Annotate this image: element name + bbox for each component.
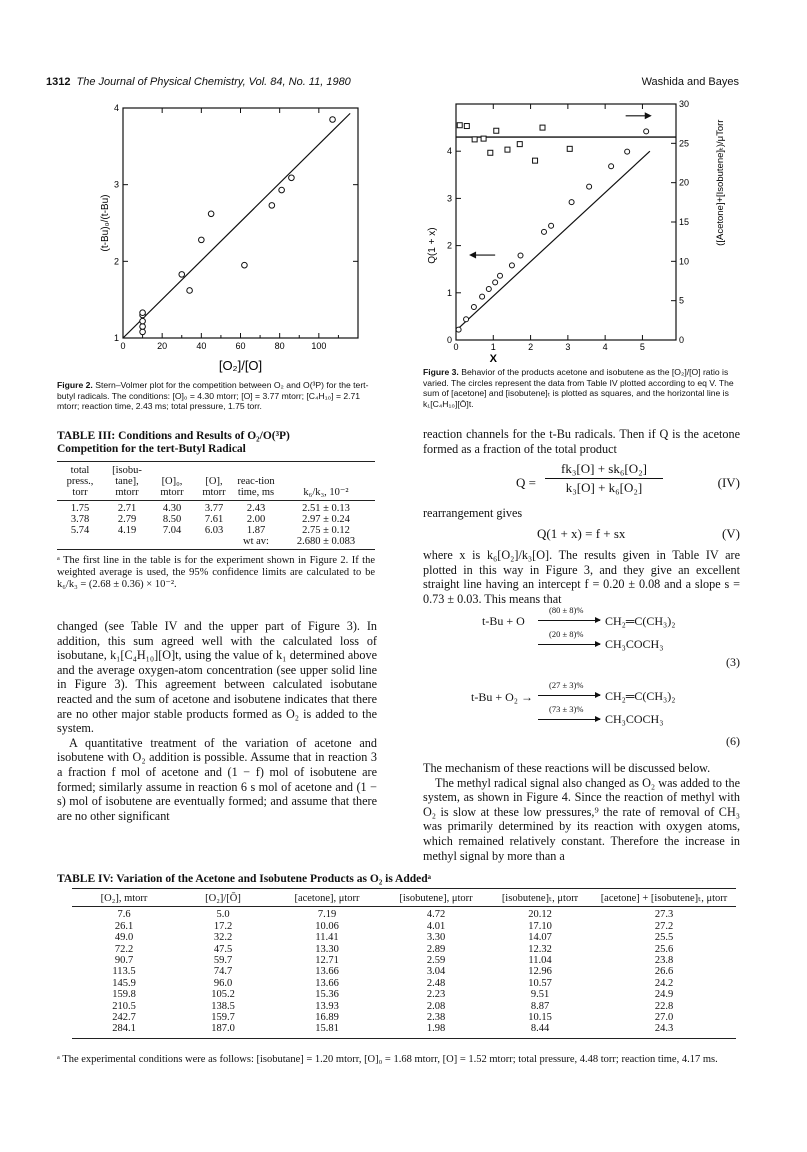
table-4-cell: 26.6 (654, 966, 674, 978)
equation-iv-fraction (545, 461, 663, 496)
fit-line (123, 113, 350, 338)
table-4-row (72, 907, 736, 921)
x-tick-label: 4 (602, 342, 608, 352)
table-4-row (72, 978, 736, 989)
table-3-header: total press., torr (57, 462, 103, 501)
x-tick-label: 2 (528, 342, 534, 352)
table-4-cell: 10.57 (528, 977, 552, 989)
data-point-circle (493, 280, 498, 285)
table-4-cell: 9.51 (530, 989, 550, 1001)
y-axis-label: Q(1 + x) (427, 227, 438, 264)
data-point-square (567, 146, 572, 151)
table-4-cell: 284.1 (72, 1023, 176, 1038)
equation-iv-numerator: fk₃[O] + sk₆[O₂] (545, 461, 663, 479)
journal-title: The Journal of Physical Chemistry, Vol. 84, No. 11, 1980 (76, 76, 351, 88)
table-4-cell: 25.5 (654, 932, 674, 944)
table-4-cell: 4.01 (426, 920, 446, 932)
x-tick-label: 20 (157, 341, 168, 351)
table-4-cell: 113.5 (112, 966, 136, 978)
y-tick-label: 1 (446, 287, 452, 298)
data-point-square (517, 142, 522, 147)
table-4-cell: 13.66 (315, 977, 339, 989)
equation-iv (423, 461, 740, 503)
figure-2-label: Figure 2. (57, 380, 93, 390)
table-4-cell: 90.7 (114, 955, 134, 967)
table-3-cell: 8.50 (162, 514, 182, 525)
paragraph: The mechanism of these reactions will be discussed below. (423, 761, 711, 775)
paragraph: changed (see Table IV and the upper part of Figure 3). In addition, this sum agreed well with the calculated loss of isobutane, k₁[C₄H₁₀][O]t, using the value of k₁ determined above and the average oxygen-atom concentration (see upper solid line in Figure 3). This agreement between calculated isobutane reacted and the sum of acetone and isobutene indicates that there are no other major stable products formed as O₂ is added to the system. (57, 619, 377, 736)
data-point-square (488, 150, 493, 155)
table-4-cell: 27.3 (654, 909, 674, 921)
table-4-row (72, 1001, 736, 1012)
table-4-cell: 13.66 (315, 966, 339, 978)
table-4-cell: 5.0 (216, 909, 230, 921)
equation-v-body: Q(1 + x) = f + sx (537, 526, 626, 541)
y2-axis-label: ([Acetone]+[Isobutene]ₜ)/μTorr (715, 119, 726, 246)
y-tick-label: 4 (446, 146, 452, 157)
table-4-cell: 1.98 (384, 1023, 488, 1038)
table-4-cell: 27.0 (654, 1012, 674, 1024)
table-3-cell: 1.75 (70, 503, 90, 514)
y-tick-label: 2 (113, 256, 119, 267)
table-3-weighted-average-row (57, 536, 375, 550)
reaction-arrow (538, 719, 600, 720)
y2-tick-label: 20 (679, 177, 690, 188)
table-4-cell: 96.0 (213, 977, 233, 989)
data-point (269, 203, 275, 209)
reaction-6-top-product: CH₂═C(CH₃)₂ (605, 689, 676, 703)
table-4-cell: 72.2 (114, 943, 134, 955)
table-3-cell: 7.61 (204, 514, 224, 525)
table-4-cell: 26.1 (114, 920, 134, 932)
equation-v (423, 526, 740, 544)
table-4-header: [isobutene], μtorr (384, 889, 488, 907)
table-3-cell: 4.30 (162, 503, 182, 514)
figure-3-caption-text: Behavior of the products acetone and isobutene as the [O₂]/[O] ratio is varied. The circles represent the data from Table IV plotted according to eq V. The sum of [acetone] and [isobutene]ₜ is plotted as squares, and the horizontal line is k₁[C₄H₁₀][Ō]t. (423, 367, 734, 409)
fit-line (456, 151, 650, 330)
table-4-cell: 2.59 (426, 955, 446, 967)
figure-3-plot (427, 98, 730, 368)
x-tick-label: 0 (120, 341, 126, 351)
table-3-cell: 7.04 (162, 525, 182, 536)
data-point-circle (569, 200, 574, 205)
table-4-header: [O₂]/[Ō] (176, 889, 270, 907)
table-4-row (72, 989, 736, 1000)
paragraph: The methyl radical signal also changed as O₂ was added to the system, as shown in Figure 4. Since the reaction of methyl with O₂ is slow at these low pressures,⁹ the rate of removal of CH₃ was primarily determined by its reaction with oxygen atoms, which remained relatively constant. Therefore the increase in methyl signal by more than a (423, 775, 740, 863)
x-axis-label: [O₂]/[O] (218, 358, 263, 373)
figure-3-label: Figure 3. (423, 367, 459, 377)
left-axis-arrowhead (469, 252, 476, 259)
plot-frame (456, 104, 676, 340)
equation-iv-lhs: Q = (516, 475, 536, 490)
table-3-caption-line-1: TABLE III: Conditions and Results of O₂/O(³P) (57, 430, 290, 442)
reaction-3-number: (3) (726, 655, 740, 669)
table-3-cell: 3.77 (204, 503, 224, 514)
table-3-cell: 2.97 ± 0.24 (302, 514, 350, 525)
data-point-circle (549, 223, 554, 228)
table-4-cell: 12.32 (528, 943, 552, 955)
data-point-circle (486, 287, 491, 292)
table-3-row (57, 525, 375, 536)
data-point (140, 324, 146, 330)
table-4-cell: 12.96 (528, 966, 552, 978)
reaction-arrow (538, 620, 600, 621)
table-3-header: [O], mtorr (193, 462, 235, 501)
x-tick-label: 5 (639, 342, 645, 352)
table-4-cell: 17.10 (528, 920, 552, 932)
table-4-cell: 7.6 (117, 909, 131, 921)
table-3-cell: 2.79 (117, 514, 137, 525)
table-3-cell: 4.19 (117, 525, 137, 536)
y-tick-label: 3 (446, 193, 452, 204)
table-4-cell: 17.2 (213, 920, 233, 932)
data-point (140, 318, 146, 324)
table-4-cell: 3.04 (426, 966, 446, 978)
reaction-arrow (538, 695, 600, 696)
reaction-6-bottom-product: CH₃COCH₃ (605, 712, 664, 726)
x-tick-label: 0 (453, 342, 459, 352)
reaction-6-bottom-percent: (73 ± 3)% (549, 704, 584, 714)
data-point (140, 310, 146, 316)
table-4-row (72, 955, 736, 966)
y-tick-label: 1 (113, 333, 119, 343)
table-4-cell: 8.87 (530, 1000, 550, 1012)
equation-iv-number: (IV) (717, 475, 740, 490)
table-3-empty-cell (57, 536, 103, 550)
table-4-row (72, 1012, 736, 1023)
data-point (279, 187, 285, 193)
data-point-square (457, 123, 462, 128)
table-4-header: [acetone], μtorr (270, 889, 384, 907)
x-axis-label: X (489, 353, 497, 365)
data-point (208, 211, 214, 217)
data-point-circle (480, 294, 485, 299)
table-4-cell: 3.30 (426, 932, 446, 944)
paragraph: where x is k₆[O₂]/k₃[O]. The results given in Table IV are plotted in this way in Figure 3, and they give an excellent straight line having an intercept f = 0.20 ± 0.08 and a slope s = 0.73 ± 0.03. This means that (423, 548, 740, 606)
table-3-cell: 2.43 (246, 503, 266, 514)
table-3-empty-cell (151, 536, 193, 550)
table-4-cell: 2.23 (426, 989, 446, 1001)
data-point-circle (542, 229, 547, 234)
table-4-cell: 159.7 (211, 1012, 235, 1024)
table-4-cell: 159.8 (112, 989, 136, 1001)
reaction-3 (423, 605, 740, 669)
table-3-footnote: ᵃ The first line in the table is for the experiment shown in Figure 2. If the weighted average is used, the 95% confidence limits are calculated to be k₆/k₃ = (2.68 ± 0.36) × 10⁻². (57, 555, 375, 590)
table-4-cell: 105.2 (211, 989, 235, 1001)
table-4-cell: 7.19 (317, 909, 337, 921)
equation-iv-denominator: k₃[O] + k₆[O₂] (565, 480, 643, 495)
table-4-cell: 2.89 (426, 943, 446, 955)
reaction-3-top-product: CH₂═C(CH₃)₂ (605, 614, 676, 628)
table-3-cell: 3.78 (70, 514, 90, 525)
table-4-cell: 14.07 (528, 932, 552, 944)
table-4-cell: 23.8 (654, 955, 674, 967)
data-point (179, 272, 185, 278)
data-point-circle (456, 327, 461, 332)
table-3-header: [O]₀, mtorr (151, 462, 193, 501)
table-3-empty-cell (193, 536, 235, 550)
table-4-cell: 24.2 (654, 977, 674, 989)
data-point (242, 262, 248, 268)
data-point-circle (518, 253, 523, 258)
reaction-arrow (538, 644, 600, 645)
table-4-cell: 10.15 (528, 1012, 552, 1024)
table-4-cell: 11.04 (528, 955, 552, 967)
table-4-header: [isobutene]ₜ, μtorr (488, 889, 592, 907)
table-3-header: [isobu-tane], mtorr (103, 462, 151, 501)
table-4-cell: 49.0 (114, 932, 134, 944)
table-3-caption (57, 430, 377, 456)
y2-tick-label: 5 (679, 295, 685, 306)
right-column-text-top (423, 427, 740, 456)
reaction-3-top-percent: (80 ± 8)% (549, 605, 584, 615)
table-4-cell: 2.08 (426, 1000, 446, 1012)
table-4-cell: 24.3 (592, 1023, 736, 1038)
table-4-row (72, 921, 736, 932)
table-4-cell: 16.89 (315, 1012, 339, 1024)
table-4-cell: 13.93 (315, 1000, 339, 1012)
data-point-circle (609, 164, 614, 169)
table-3-row (57, 514, 375, 525)
table-3-weighted-average-label: wt av: (235, 536, 277, 550)
data-point (140, 329, 146, 335)
table-3-cell: 2.71 (117, 503, 137, 514)
reaction-6 (423, 680, 740, 750)
table-4-cell: 187.0 (176, 1023, 270, 1038)
paragraph: rearrangement gives (423, 506, 523, 520)
table-4-cell: 15.81 (270, 1023, 384, 1038)
table-3-cell: 2.75 ± 0.12 (302, 525, 350, 536)
table-4-cell: 20.12 (528, 909, 552, 921)
data-point-square (481, 136, 486, 141)
x-tick-label: 80 (274, 341, 285, 351)
table-4-cell: 15.36 (315, 989, 339, 1001)
reaction-6-reactants: t-Bu + O₂ → (471, 690, 533, 704)
table-4-cell: 22.8 (654, 1000, 674, 1012)
table-4-cell: 11.41 (315, 932, 339, 944)
y-tick-label: 0 (446, 335, 452, 345)
data-point-square (464, 124, 469, 129)
y2-tick-label: 25 (679, 138, 690, 149)
data-point (289, 175, 295, 181)
right-column-text (423, 506, 740, 521)
table-3-weighted-average-value: 2.680 ± 0.083 (277, 536, 375, 550)
x-tick-label: 3 (565, 342, 571, 352)
table-3 (57, 461, 375, 550)
running-header-authors: Washida and Bayes (641, 76, 739, 88)
table-3-cell: 6.03 (204, 525, 224, 536)
table-4-cell: 13.30 (315, 943, 339, 955)
table-4-cell: 32.2 (213, 932, 233, 944)
data-point-circle (625, 149, 630, 154)
table-4-cell: 24.9 (654, 989, 674, 1001)
y2-tick-label: 10 (679, 256, 690, 267)
data-point-square (540, 125, 545, 130)
table-4-cell: 242.7 (112, 1012, 136, 1024)
table-4-footnote: ᵃ The experimental conditions were as follows: [isobutane] = 1.20 mtorr, [O]₀ = 1.68 mtorr, [O] = 1.52 mtorr; total pressure, 4.48 torr; reaction time, 4.17 ms. (57, 1054, 718, 1065)
right-column-text-bottom (423, 761, 740, 863)
x-tick-label: 40 (196, 341, 207, 351)
table-3-header: k₆/k₃, 10⁻² (277, 462, 375, 501)
x-tick-label: 100 (311, 341, 327, 351)
data-point-circle (587, 184, 592, 189)
table-4-cell: 210.5 (112, 1000, 136, 1012)
table-4-cell: 2.38 (426, 1012, 446, 1024)
right-axis-arrowhead (645, 112, 652, 119)
table-4-cell: 10.06 (315, 920, 339, 932)
table-4-row (72, 966, 736, 977)
table-4 (72, 888, 736, 1039)
data-point (330, 117, 336, 123)
y-axis-label: (t-Bu)₀/(t-Bu) (100, 194, 111, 252)
data-point (199, 237, 205, 243)
data-point-circle (471, 304, 476, 309)
data-point-square (494, 128, 499, 133)
table-4-header: [O₂], mtorr (72, 889, 176, 907)
y-tick-label: 2 (446, 240, 452, 251)
table-3-row (57, 501, 375, 515)
data-point (187, 288, 193, 294)
figure-2-caption (57, 380, 377, 412)
table-4-cell: 25.6 (654, 943, 674, 955)
data-point-circle (644, 129, 649, 134)
right-column-text (423, 548, 740, 606)
figure-3-caption (423, 367, 740, 409)
table-4-cell: 2.48 (426, 977, 446, 989)
x-tick-label: 1 (490, 342, 496, 352)
data-point-circle (498, 273, 503, 278)
y-tick-label: 4 (113, 103, 119, 113)
table-4-cell: 74.7 (213, 966, 233, 978)
table-3-cell: 1.87 (246, 525, 266, 536)
table-3-empty-cell (103, 536, 151, 550)
table-3-cell: 2.00 (246, 514, 266, 525)
table-4-cell: 59.7 (213, 955, 233, 967)
data-point-square (472, 137, 477, 142)
reaction-3-bottom-percent: (20 ± 8)% (549, 629, 584, 639)
table-4-cell: 47.5 (213, 943, 233, 955)
table-4-cell: 8.44 (488, 1023, 592, 1038)
equation-v-number: (V) (721, 526, 740, 541)
table-4-cell: 4.72 (426, 909, 446, 921)
table-4-cell: 12.71 (315, 955, 339, 967)
table-3-header: reac-tion time, ms (235, 462, 277, 501)
table-3-caption-line-2: Competition for the tert-Butyl Radical (57, 443, 246, 455)
left-column-text (57, 619, 377, 823)
y-tick-label: 3 (113, 179, 119, 190)
y2-tick-label: 30 (679, 99, 690, 109)
figure-2-plot (80, 100, 380, 375)
table-4-cell: 145.9 (112, 977, 136, 989)
reaction-6-top-percent: (27 ± 3)% (549, 680, 584, 690)
reaction-6-number: (6) (726, 734, 740, 748)
y2-tick-label: 15 (679, 217, 690, 227)
x-tick-label: 60 (235, 341, 246, 351)
paragraph: reaction channels for the t-Bu radicals. Then if Q is the acetone formed as a fraction of the total product (423, 427, 740, 456)
table-3-cell: 2.51 ± 0.13 (302, 503, 350, 514)
running-header (46, 76, 351, 88)
table-4-cell: 27.2 (654, 920, 674, 932)
table-4-cell: 138.5 (211, 1000, 235, 1012)
table-4-caption: TABLE IV: Variation of the Acetone and Isobutene Products as O₂ is Addedᵃ (57, 873, 432, 885)
data-point-circle (509, 263, 514, 268)
reaction-3-reactants: t-Bu + O (482, 614, 525, 628)
table-4-row (72, 1023, 736, 1038)
data-point-circle (464, 317, 469, 322)
figure-2-caption-text: Stern–Volmer plot for the competition between O₂ and O(³P) for the tert-butyl radicals. The conditions: [O]₀ = 4.30 mtorr; [O] = 3.77 mtorr; [C₄H₁₀] = 2.71 mtorr; reaction time, 2.43 ms; total pressure, 1.75 torr. (57, 380, 369, 412)
paragraph: A quantitative treatment of the variation of acetone and isobutene with O₂ addition is possible. Assume that in reaction 3 a fraction f mol of acetone and (1 − f) mol of isobutene are formed; similarly assume in reaction 6 s mol of acetone and (1 − s) mol of isobutene are eventually formed; and assume that there are no other significant (57, 735, 377, 823)
data-point-square (533, 158, 538, 163)
table-4-header: [acetone] + [isobutene]ₜ, μtorr (592, 889, 736, 907)
table-4-row (72, 944, 736, 955)
data-point-square (505, 147, 510, 152)
y2-tick-label: 0 (679, 335, 685, 345)
table-4-row (72, 932, 736, 943)
reaction-3-bottom-product: CH₃COCH₃ (605, 637, 664, 651)
table-3-cell: 5.74 (70, 525, 90, 536)
page-number: 1312 (46, 76, 71, 88)
